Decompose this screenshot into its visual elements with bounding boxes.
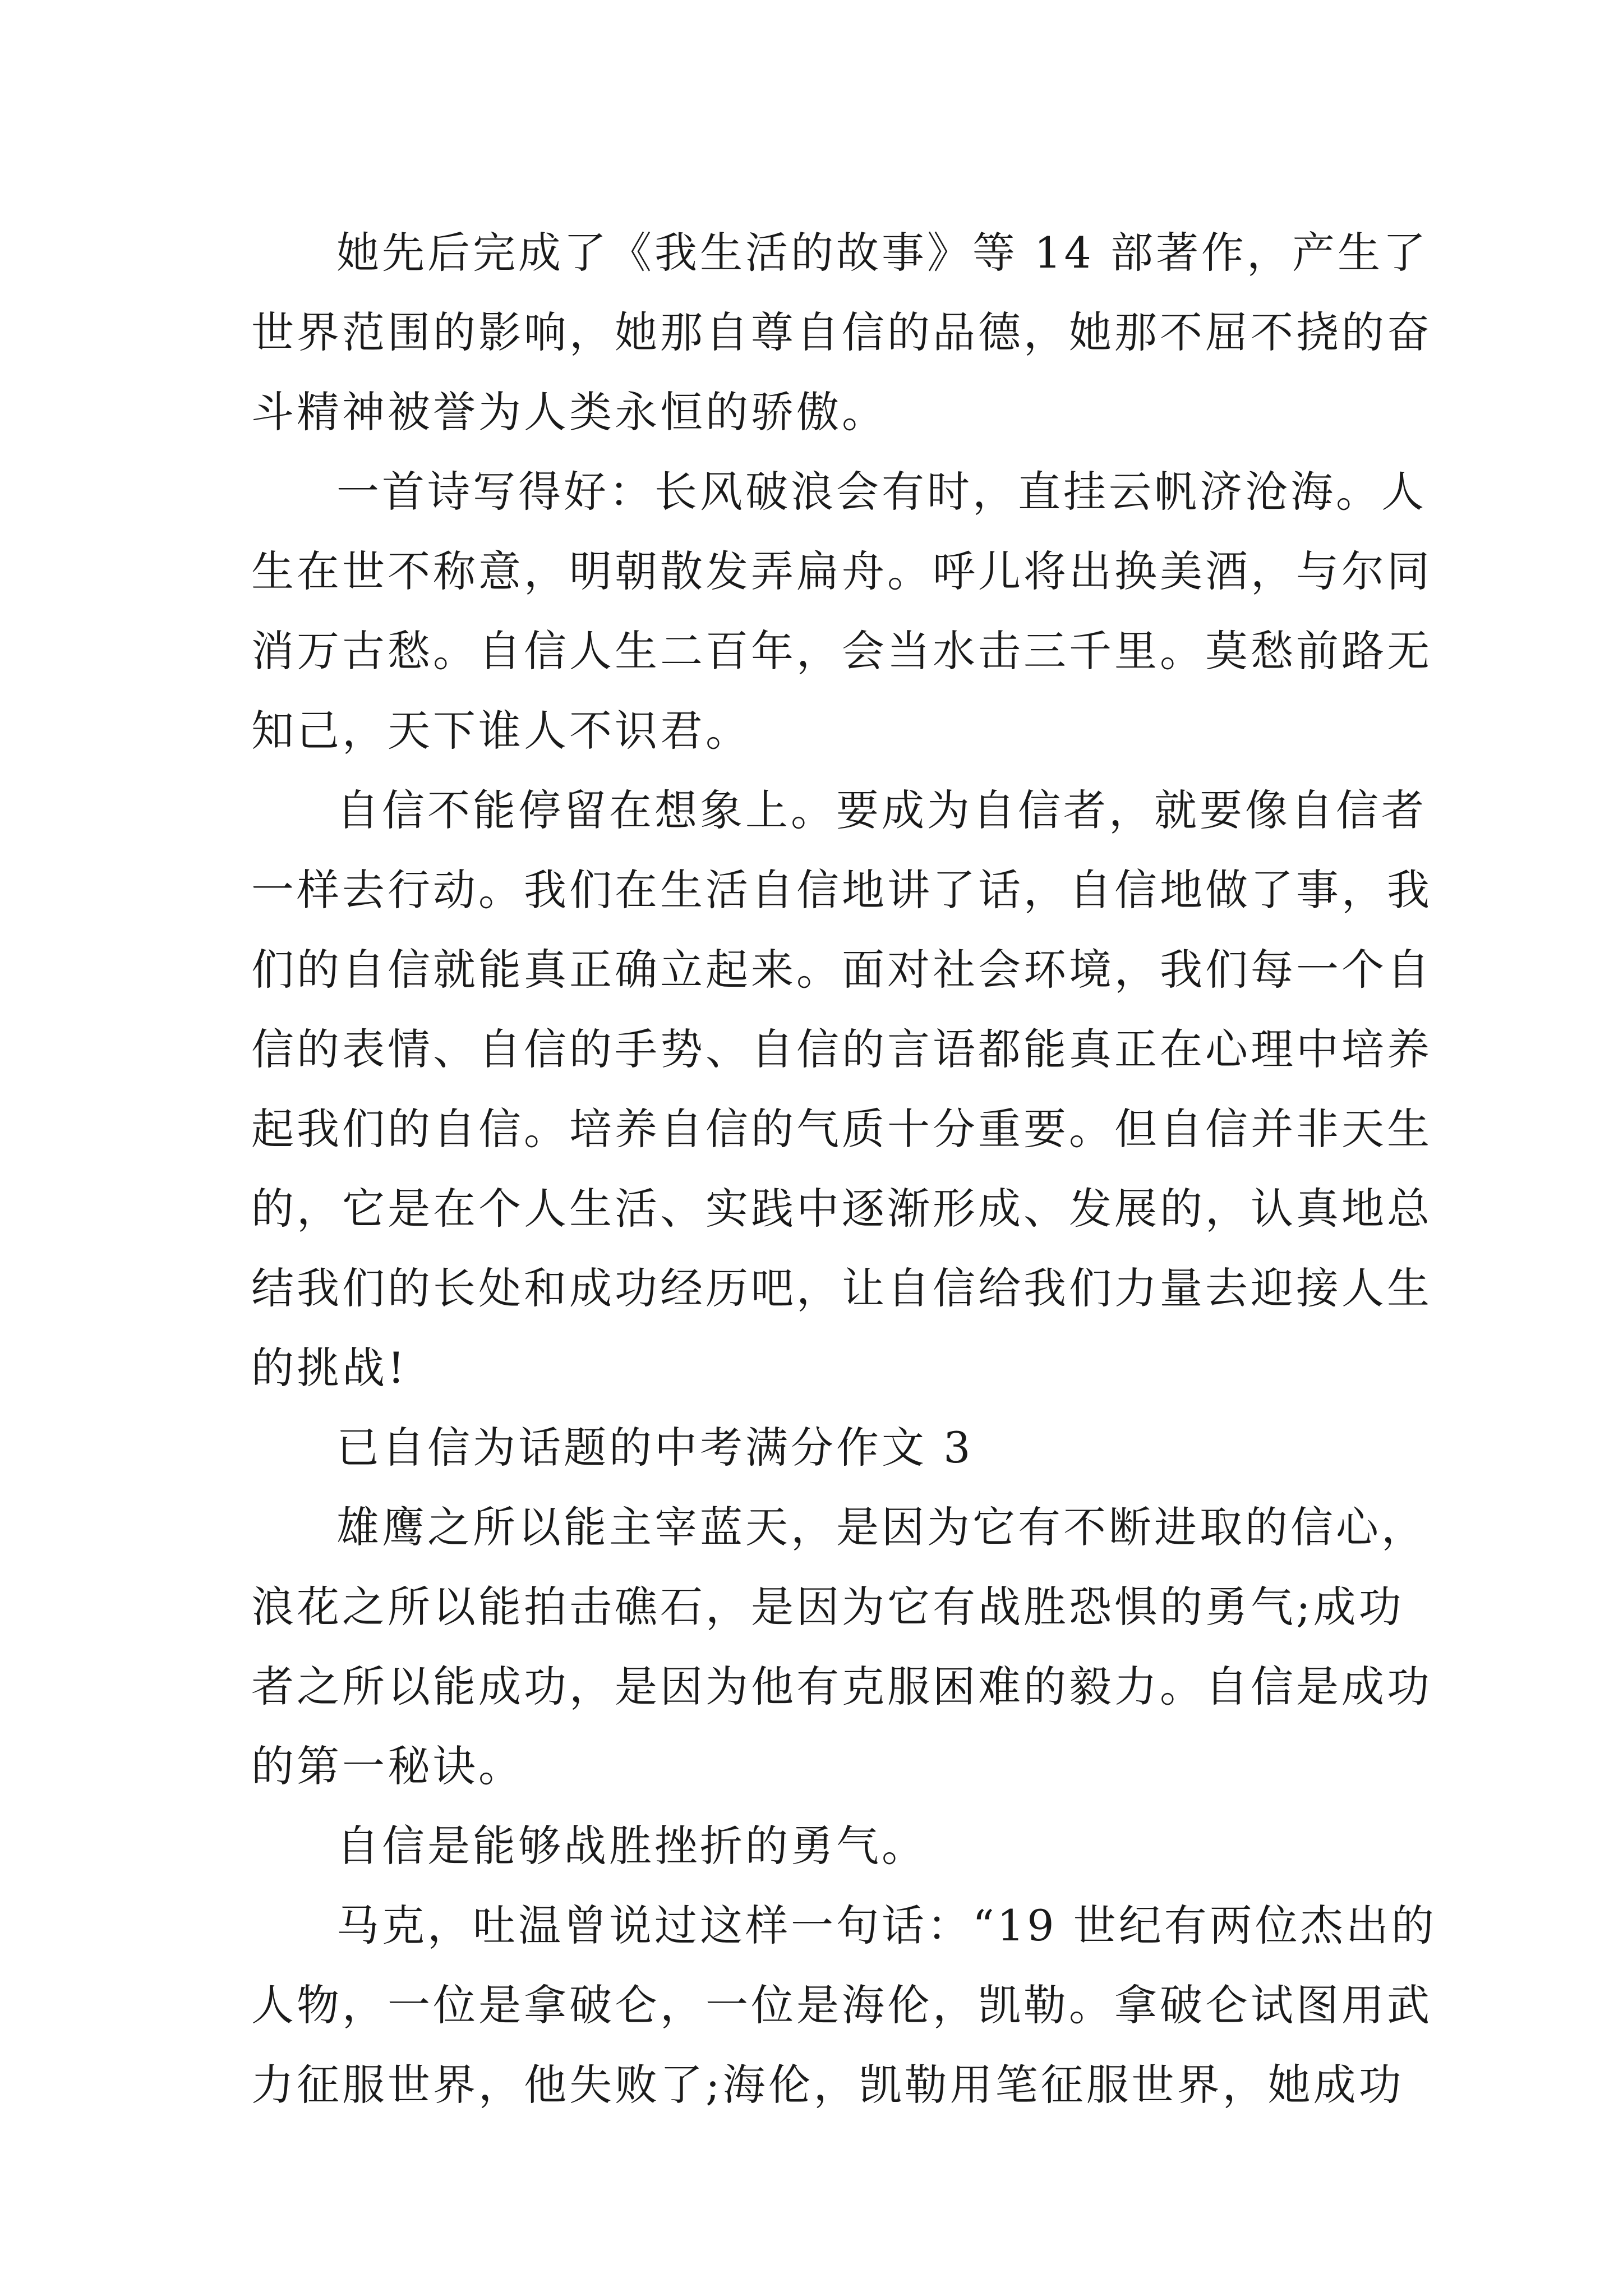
- text-line: 自信不能停留在想象上。要成为自信者，就要像自信者: [336, 785, 1427, 835]
- text-line: 力征服世界，他失败了;海伦，凯勒用笔征服世界，她成功: [251, 2060, 1404, 2110]
- text-line: 浪花之所以能拍击礁石，是因为它有战胜恐惧的勇气;成功: [251, 1582, 1404, 1632]
- text-line: 自信是能够战胜挫折的勇气。: [336, 1821, 927, 1871]
- text-line: 知己，天下谁人不识君。: [251, 706, 751, 756]
- text-line: 的挑战!: [251, 1343, 408, 1393]
- paragraph-1: [251, 213, 1432, 452]
- paragraph-7: [251, 1886, 1437, 2125]
- paragraph-5: [251, 1488, 1432, 1806]
- text-line: 人物，一位是拿破仑，一位是海伦，凯勒。拿破仑试图用武: [251, 1980, 1432, 2030]
- text-line: 的第一秘诀。: [251, 1741, 524, 1791]
- text-line: 结我们的长处和成功经历吧，让自信给我们力量去迎接人生: [251, 1263, 1432, 1313]
- text-line: 一首诗写得好：长风破浪会有时，直挂云帆济沧海。人: [336, 467, 1427, 517]
- text-line: 起我们的自信。培养自信的气质十分重要。但自信并非天生: [251, 1104, 1432, 1154]
- section-heading: [251, 1408, 1401, 1488]
- text-line: 世界范围的影响，她那自尊自信的品德，她那不屈不挠的奋: [251, 307, 1432, 357]
- paragraph-3: [251, 771, 1432, 1408]
- paragraph-2: [251, 452, 1432, 771]
- text-line: 信的表情、自信的手势、自信的言语都能真正在心理中培养: [251, 1024, 1432, 1074]
- text-line: 斗精神被誉为人类永恒的骄傲。: [251, 387, 887, 437]
- text-line: 的，它是在个人生活、实践中逐渐形成、发展的，认真地总: [251, 1184, 1432, 1234]
- text-line: 雄鹰之所以能主宰蓝天，是因为它有不断进取的信心，: [336, 1502, 1427, 1552]
- text-line: 她先后完成了《我生活的故事》等 14 部著作，产生了: [336, 228, 1429, 278]
- text-line: 消万古愁。自信人生二百年，会当水击三千里。莫愁前路无: [251, 626, 1432, 676]
- text-line: 们的自信就能真正确立起来。面对社会环境，我们每一个自: [251, 945, 1432, 995]
- text-line: 已自信为话题的中考满分作文 3: [336, 1423, 974, 1473]
- text-line: 者之所以能成功，是因为他有克服困难的毅力。自信是成功: [251, 1662, 1432, 1711]
- text-line: 一样去行动。我们在生活自信地讲了话，自信地做了事，我: [251, 865, 1432, 915]
- text-line: 马克，吐温曾说过这样一句话：“19 世纪有两位杰出的: [336, 1901, 1437, 1950]
- text-line: 生在世不称意，明朝散发弄扁舟。呼儿将出换美酒，与尔同: [251, 546, 1432, 596]
- paragraph-6: [251, 1806, 1401, 1886]
- document-body: [251, 213, 1437, 2125]
